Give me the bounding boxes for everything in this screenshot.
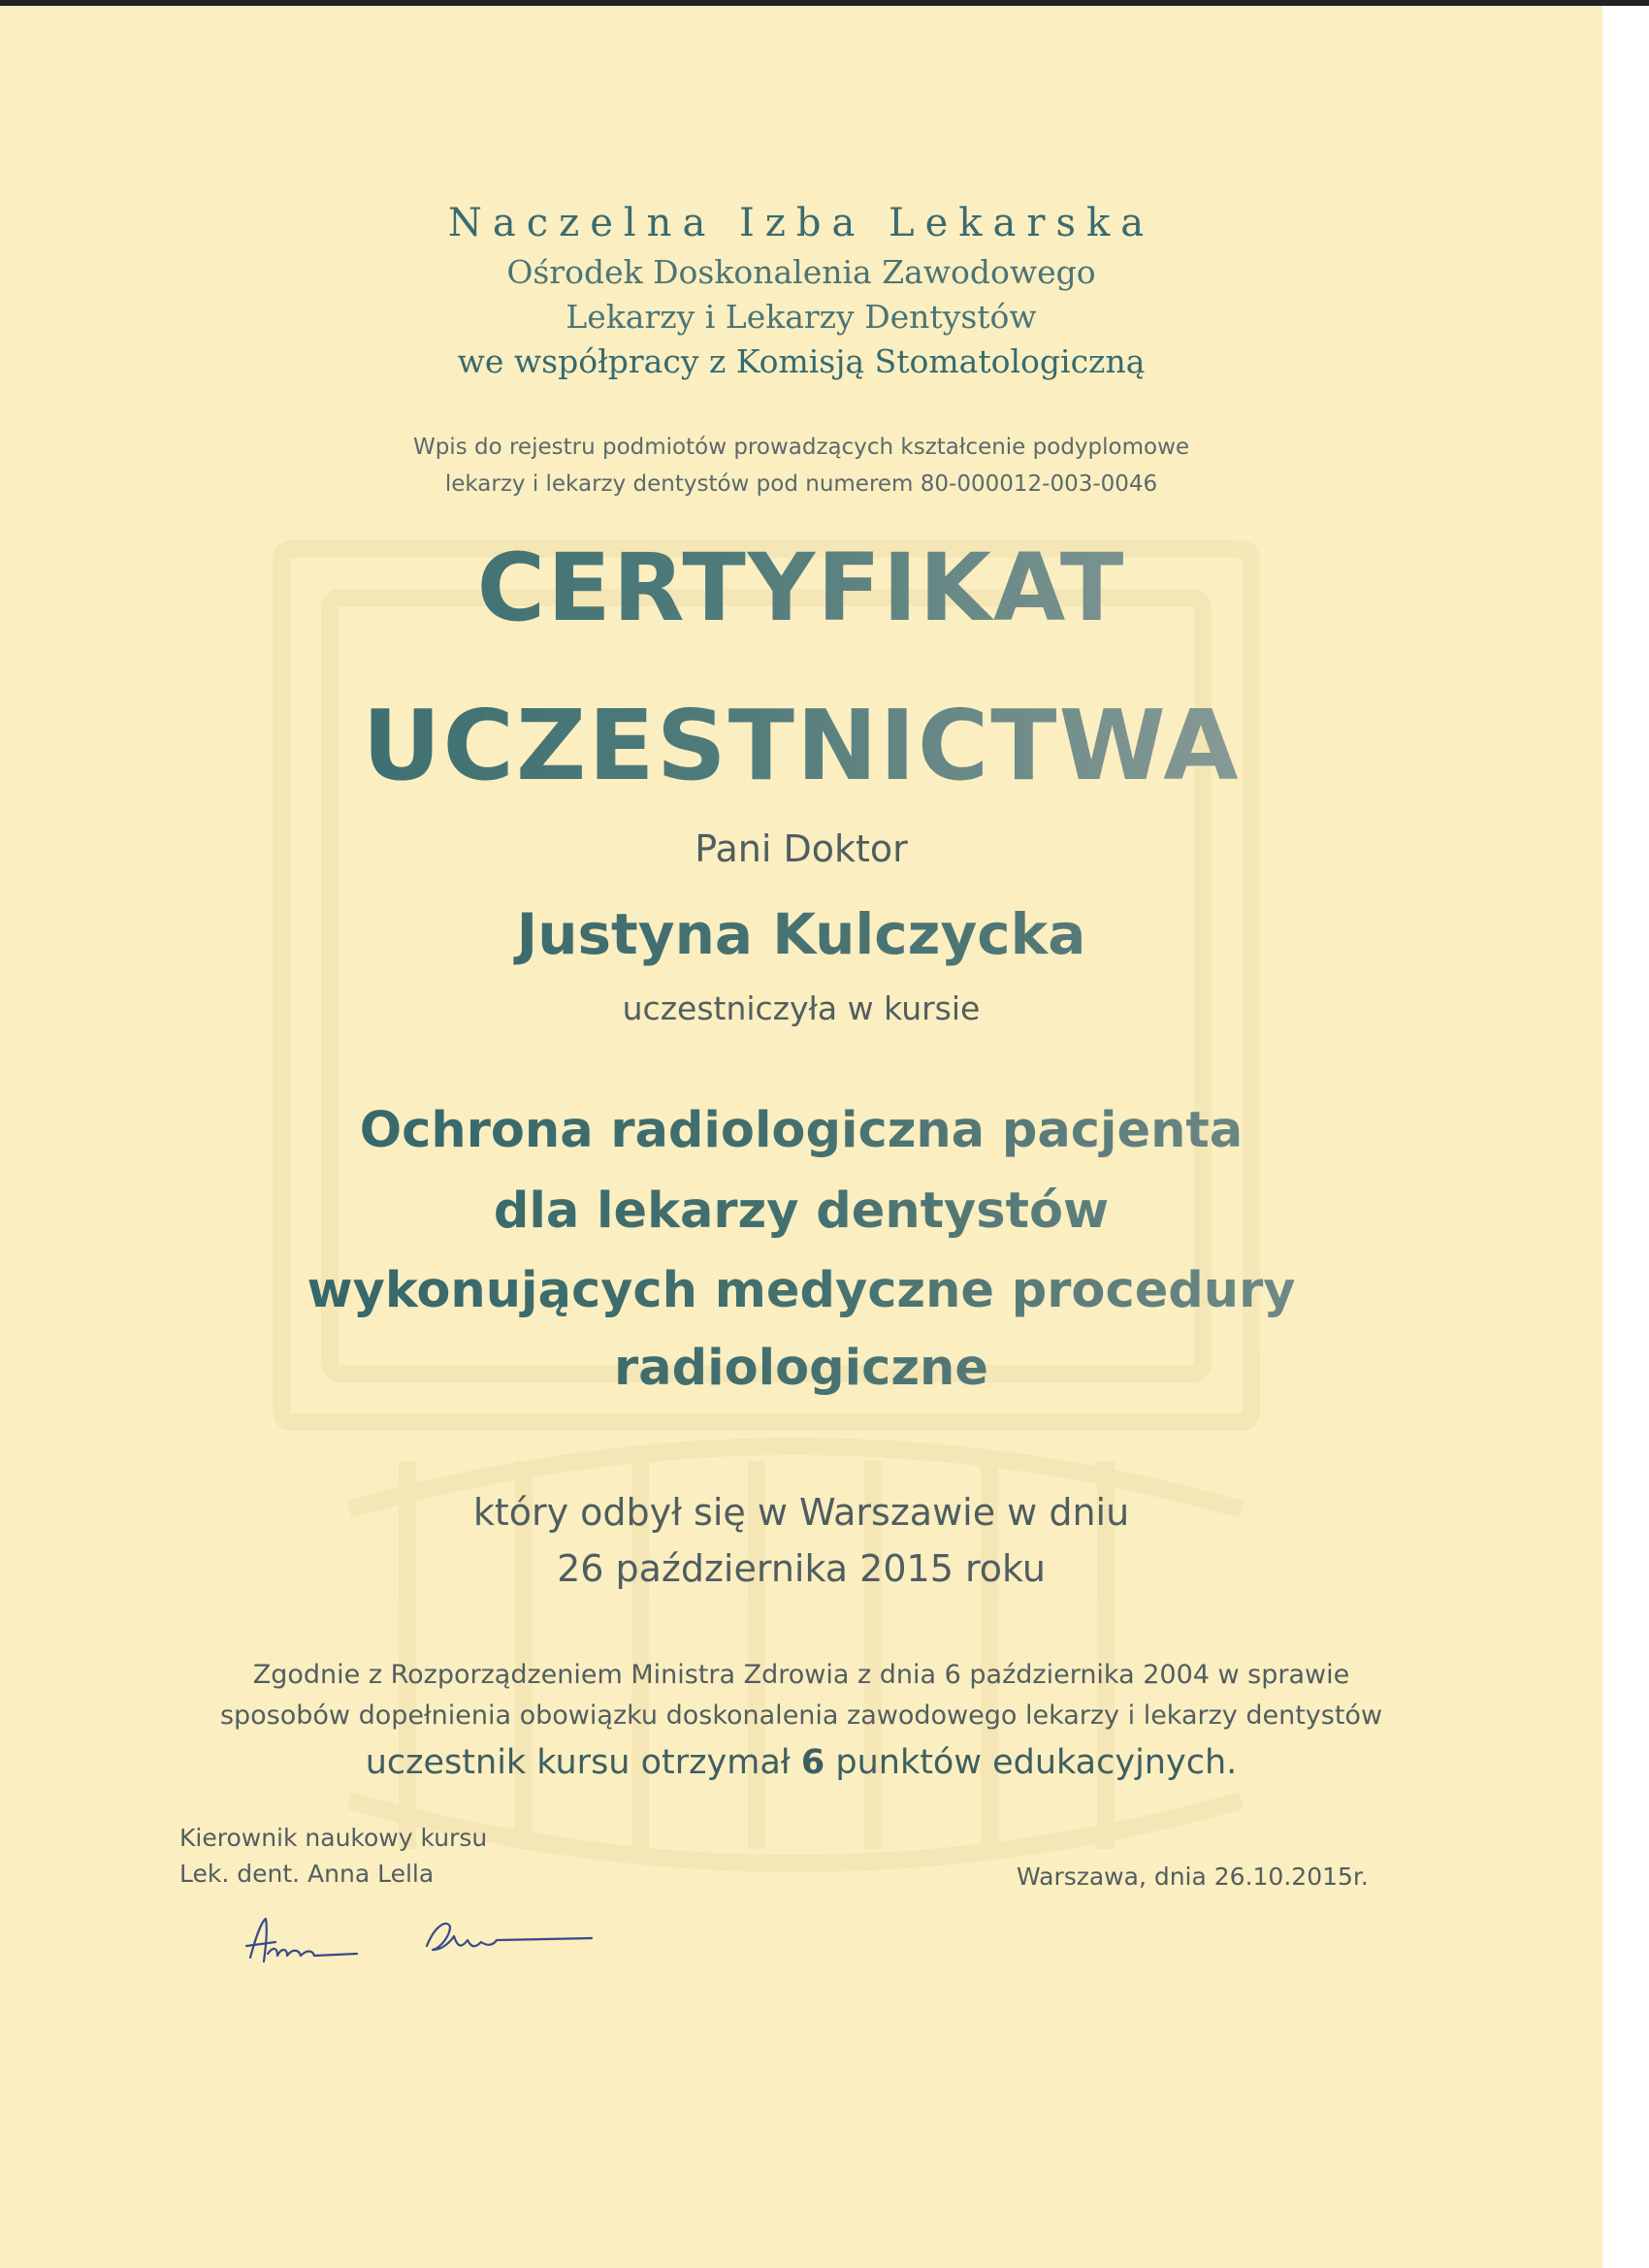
handwritten-signature — [242, 1907, 611, 1975]
regulation-text-line-2: sposobów dopełnienia obowiązku doskonalenia zawodowego lekarzy i lekarzy dentystów — [219, 1701, 1383, 1731]
course-title-line-2: dla lekarzy dentystów — [0, 1182, 1602, 1242]
organization-department: Ośrodek Doskonalenia Zawodowego — [506, 253, 1096, 291]
points-value: 6 — [800, 1743, 825, 1782]
certificate-sheet — [0, 6, 1602, 2268]
organization-name: Naczelna Izba Lekarska — [447, 201, 1155, 245]
points-suffix: punktów edukacyjnych. — [835, 1743, 1238, 1782]
certificate-title-line-2: UCZESTNICTWA — [0, 693, 1602, 799]
organization-cooperation: we współpracy z Komisją Stomatologiczną — [457, 342, 1146, 380]
course-title-line-4: radiologiczne — [0, 1339, 1602, 1399]
registry-text-line-2: lekarzy i lekarzy dentystów pod numerem 80-000012-003-0046 — [444, 471, 1158, 497]
event-location-text: który odbył się w Warszawie w dniu — [472, 1491, 1130, 1534]
event-date-text: 26 października 2015 roku — [557, 1547, 1046, 1590]
recipient-salutation: Pani Doktor — [695, 827, 908, 870]
points-prefix: uczestnik kursu otrzymał — [365, 1743, 791, 1782]
certificate-title-line-1: CERTYFIKAT — [0, 535, 1602, 641]
course-title-line-1: Ochrona radiologiczna pacjenta — [0, 1101, 1602, 1161]
regulation-text-line-1: Zgodnie z Rozporządzeniem Ministra Zdrowia z dnia 6 października 2004 w sprawie — [252, 1660, 1350, 1690]
registry-text-line-1: Wpis do rejestru podmiotów prowadzących kształcenie podyplomowe — [412, 435, 1190, 460]
education-points-text — [0, 1740, 1602, 1785]
director-name: Lek. dent. Anna Lella — [179, 1860, 435, 1888]
course-title-line-3: wykonujących medyczne procedury — [0, 1261, 1602, 1321]
participation-text: uczestniczyła w kursie — [622, 989, 981, 1027]
director-title: Kierownik naukowy kursu — [179, 1824, 488, 1852]
scan-right-margin — [1602, 6, 1649, 2268]
place-and-date: Warszawa, dnia 26.10.2015r. — [1017, 1863, 1369, 1891]
organization-department-2: Lekarzy i Lekarzy Dentystów — [566, 298, 1037, 336]
recipient-name: Justyna Kulczycka — [0, 900, 1602, 968]
